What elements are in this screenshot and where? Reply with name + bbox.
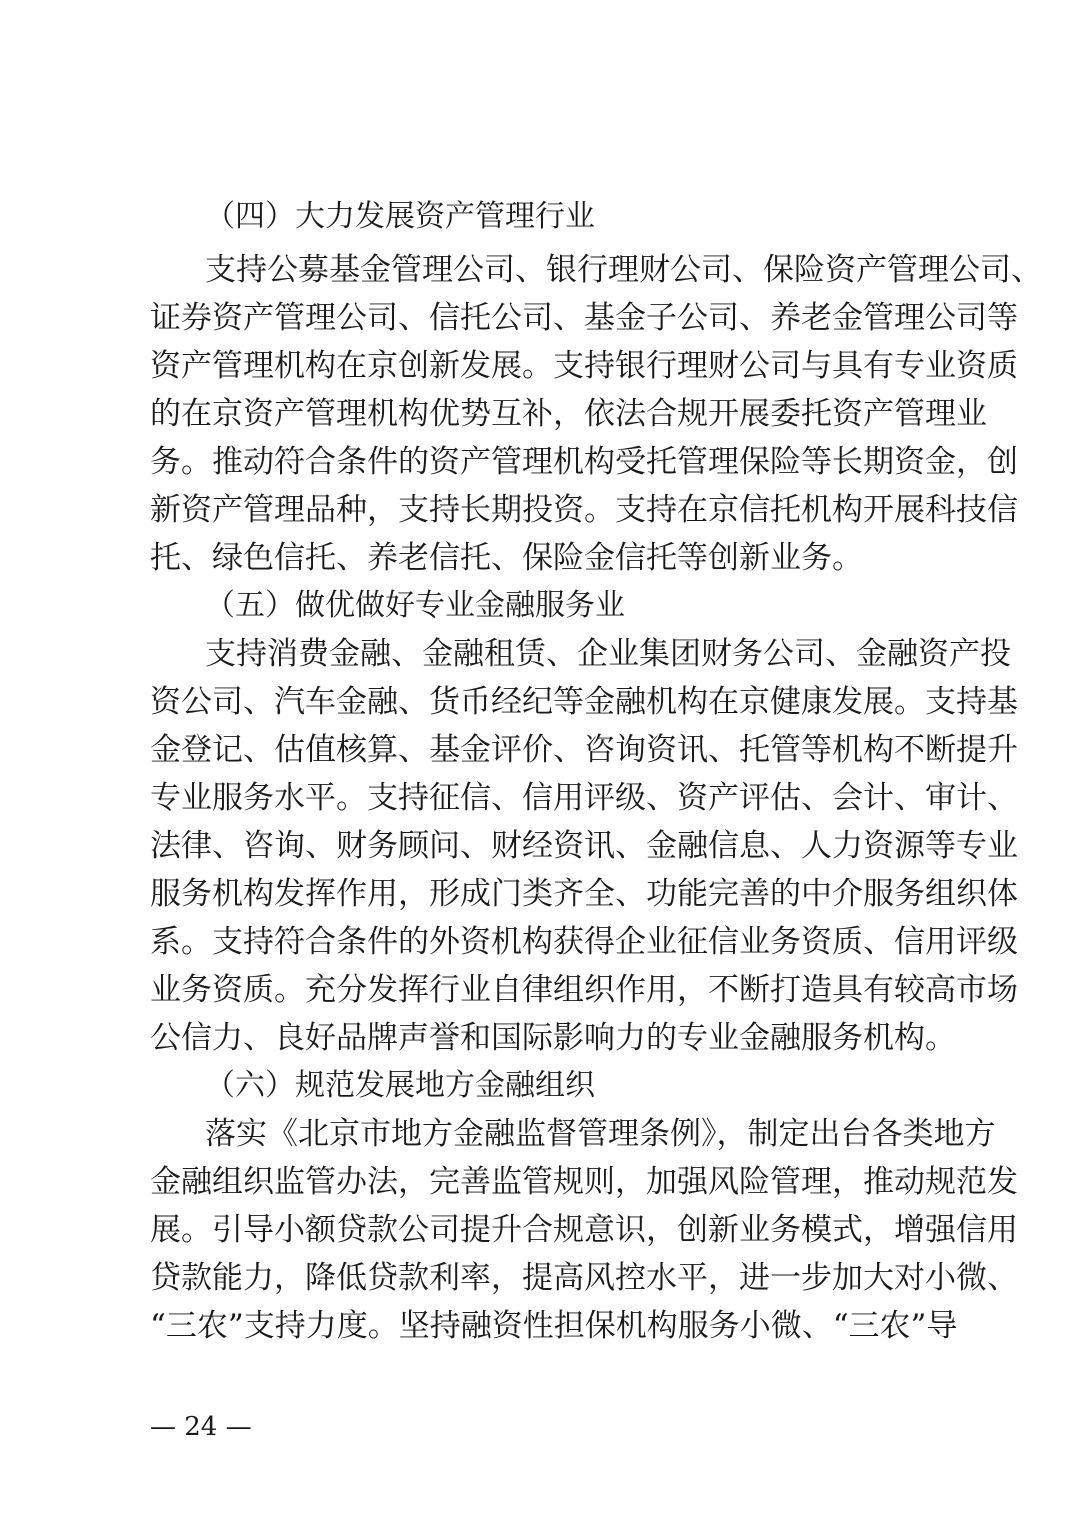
paragraph-line: 新资产管理品种，支持长期投资。支持在京信托机构开展科技信 (150, 492, 1018, 528)
section-heading-5: （五）做优做好专业金融服务业 (205, 588, 625, 623)
paragraph-line: 贷款能力，降低贷款利率，提高风控水平，进一步加大对小微、 (150, 1260, 1018, 1296)
paragraph-line: 展。引导小额贷款公司提升合规意识，创新业务模式，增强信用 (150, 1212, 1018, 1248)
paragraph-line: 法律、咨询、财务顾问、财经资讯、金融信息、人力资源等专业 (150, 828, 1018, 864)
paragraph-line: 支持消费金融、金融租赁、企业集团财务公司、金融资产投 (205, 636, 1011, 672)
paragraph-line: 服务机构发挥作用，形成门类齐全、功能完善的中介服务组织体 (150, 876, 1018, 912)
paragraph-line: 金登记、估值核算、基金评价、咨询资讯、托管等机构不断提升 (150, 732, 1018, 768)
paragraph-line: 资公司、汽车金融、货币经纪等金融机构在京健康发展。支持基 (150, 684, 1018, 720)
paragraph-line: 务。推动符合条件的资产管理机构受托管理保险等长期资金，创 (150, 444, 1018, 480)
paragraph-line: 托、绿色信托、养老信托、保险金信托等创新业务。 (150, 540, 863, 576)
paragraph-line: 资产管理机构在京创新发展。支持银行理财公司与具有专业资质 (150, 348, 1018, 384)
paragraph-line: 金融组织监管办法，完善监管规则，加强风险管理，推动规范发 (150, 1164, 1018, 1200)
paragraph-line: 业务资质。充分发挥行业自律组织作用，不断打造具有较高市场 (150, 972, 1018, 1008)
paragraph-line: 落实《北京市地方金融监督管理条例》，制定出台各类地方 (205, 1116, 996, 1152)
paragraph-line: “三农”支持力度。坚持融资性担保机构服务小微、“三农”导 (150, 1308, 958, 1344)
paragraph-line: 支持公募基金管理公司、银行理财公司、保险资产管理公司、 (205, 252, 1042, 288)
section-heading-6: （六）规范发展地方金融组织 (205, 1068, 595, 1103)
paragraph-line: 证券资产管理公司、信托公司、基金子公司、养老金管理公司等 (150, 300, 1018, 336)
paragraph-line: 的在京资产管理机构优势互补，依法合规开展委托资产管理业 (150, 396, 987, 432)
paragraph-line: 专业服务水平。支持征信、信用评级、资产评估、会计、审计、 (150, 780, 1018, 816)
section-heading-4: （四）大力发展资产管理行业 (205, 199, 595, 234)
paragraph-line: 系。支持符合条件的外资机构获得企业征信业务资质、信用评级 (150, 924, 1018, 960)
paragraph-line: 公信力、良好品牌声誉和国际影响力的专业金融服务机构。 (150, 1020, 956, 1056)
page-number: — 24 — (150, 1412, 252, 1442)
